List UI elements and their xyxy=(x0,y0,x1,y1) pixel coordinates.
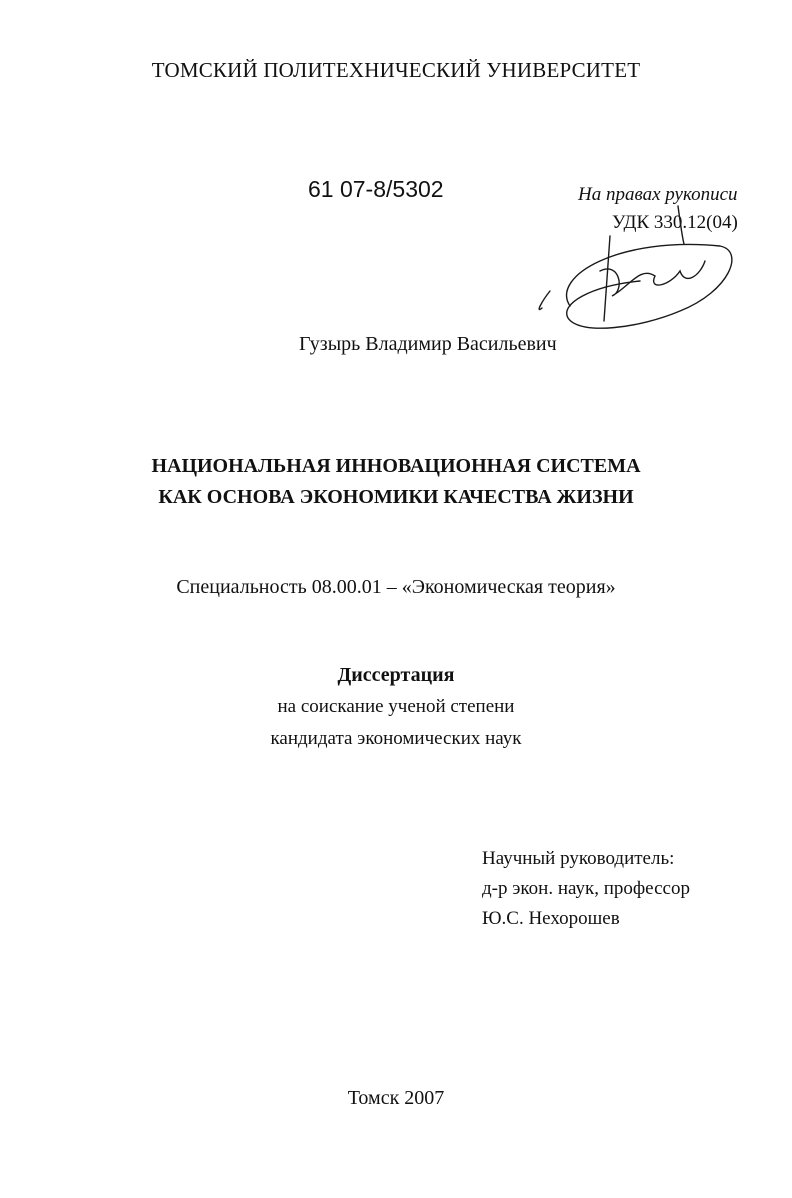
supervisor-degree: д-р экон. наук, профессор xyxy=(482,878,690,899)
author-name: Гузырь Владимир Васильевич xyxy=(299,333,557,355)
signature-stroke-letters xyxy=(600,261,705,296)
supervisor-label: Научный руководитель: xyxy=(482,848,675,869)
supervisor-name: Ю.С. Нехорошев xyxy=(482,908,620,929)
university-name: ТОМСКИЙ ПОЛИТЕХНИЧЕСКИЙ УНИВЕРСИТЕТ xyxy=(151,58,641,82)
manuscript-rights: На правах рукописи xyxy=(578,184,738,205)
degree-line-2: кандидата экономических наук xyxy=(270,728,522,749)
signature-loop xyxy=(567,244,732,328)
degree-line-1: на соискание ученой степени xyxy=(277,696,515,717)
specialty: Специальность 08.00.01 – «Экономическая теория» xyxy=(176,576,616,598)
dissertation-label: Диссертация xyxy=(337,664,455,686)
signature-stroke-vertical xyxy=(604,236,610,321)
archive-number: 61 07-8/5302 xyxy=(308,176,444,202)
signature-upper-mark xyxy=(678,206,684,244)
signature-tail xyxy=(539,291,550,310)
author-signature xyxy=(530,196,750,346)
city-year: Томск 2007 xyxy=(347,1087,445,1109)
dissertation-title-line-2: КАК ОСНОВА ЭКОНОМИКИ КАЧЕСТВА ЖИЗНИ xyxy=(158,486,634,508)
udc-code: УДК 330.12(04) xyxy=(612,212,738,233)
dissertation-title-line-1: НАЦИОНАЛЬНАЯ ИННОВАЦИОННАЯ СИСТЕМА xyxy=(151,455,641,477)
